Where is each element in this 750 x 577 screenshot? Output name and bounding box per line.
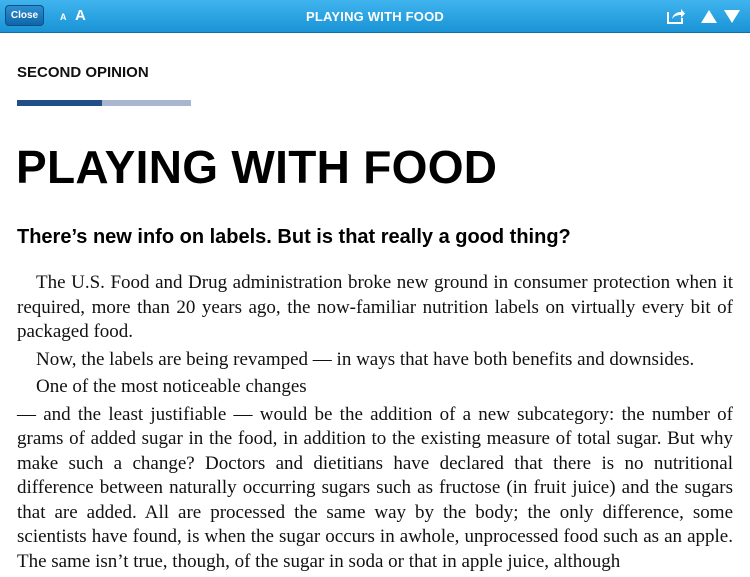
section-rule-light [102, 100, 191, 106]
arrow-down-icon[interactable] [724, 10, 740, 23]
close-button[interactable]: Close [5, 5, 44, 26]
article-dek: There’s new info on labels. But is that really a good thing? [17, 226, 571, 248]
article-paragraph: — and the least justifiable — would be the addition of a new subcategory: the number of grams of added sugar in the food, in addition to the existing measure of total sugar. But why make such a change? Doctors and dietitians have declared that there is no nutritional difference between naturally occurring sugars such as fructose (in fruit juice) and the sugars that are added. All are processed the same way by the body; the only difference, some scientists have found, is when the sugar occurs in awhole, unprocessed food such as an apple. The same isn’t true, though, of the sugar in soda or that in apple juice, although [17, 403, 733, 572]
article-paragraph: Now, the labels are being revamped — in ways that have both benefits and downsides. [36, 348, 695, 370]
article-headline: PLAYING WITH FOOD [16, 141, 498, 193]
top-toolbar [0, 0, 750, 33]
article-paragraph: The U.S. Food and Drug administration broke new ground in consumer protection when it required, more than 20 years ago, the now-familiar nutrition labels on virtually every bit of packaged food. [17, 272, 733, 342]
increase-font-button[interactable]: A [75, 7, 86, 24]
decrease-font-button[interactable]: A [60, 12, 67, 22]
share-icon[interactable] [666, 7, 686, 25]
section-label: SECOND OPINION [17, 64, 149, 81]
toolbar-title: PLAYING WITH FOOD [306, 9, 444, 24]
article-paragraph: One of the most noticeable changes [36, 376, 307, 397]
article-body [17, 271, 733, 577]
arrow-up-icon[interactable] [701, 10, 717, 23]
section-rule-dark [17, 100, 102, 106]
